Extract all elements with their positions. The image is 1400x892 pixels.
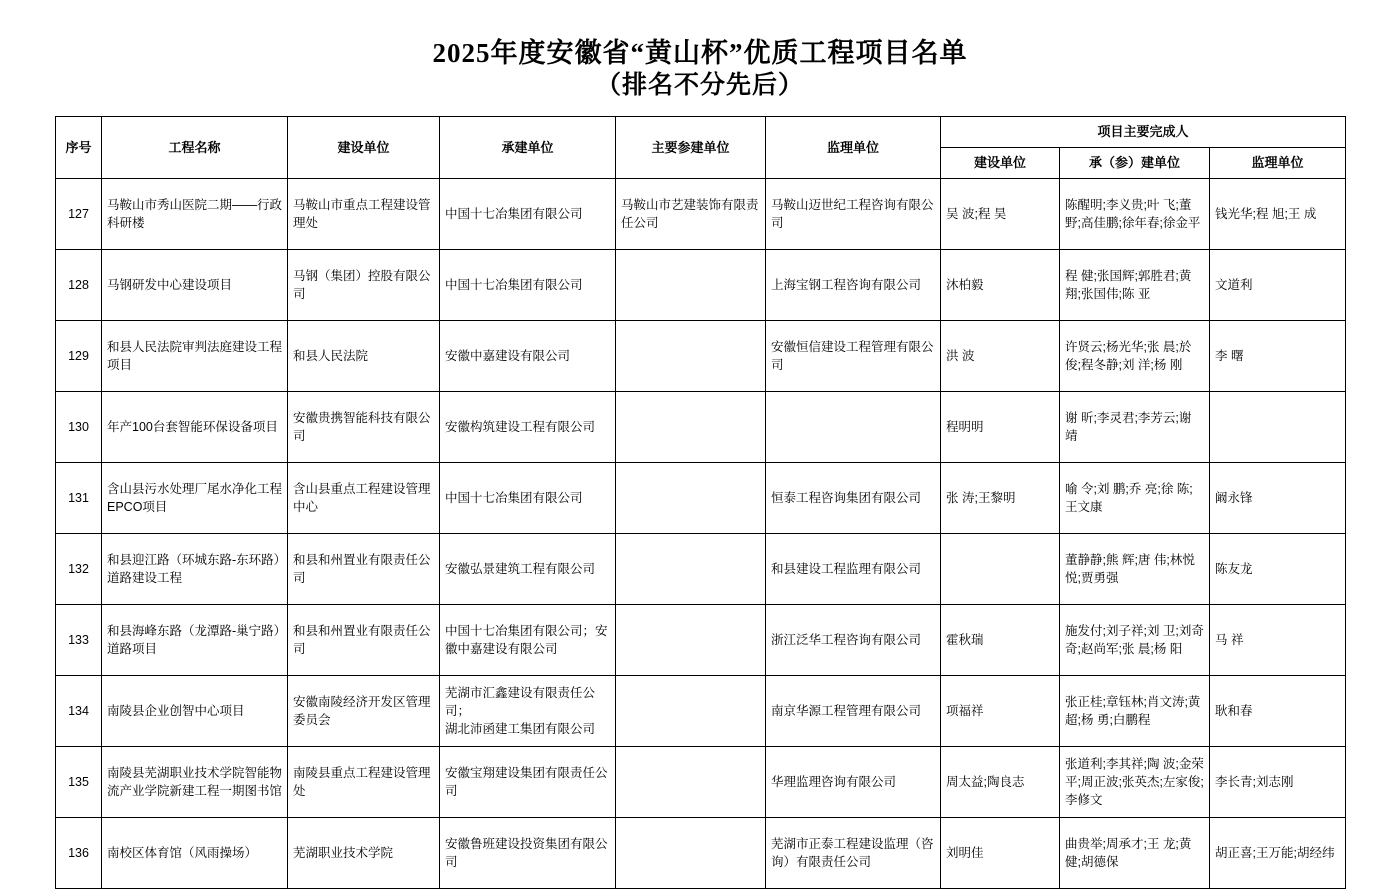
header-contract-unit: 承建单位 xyxy=(440,117,616,179)
cell-contrib-contract: 施发付;刘子祥;刘 卫;刘奇奇;赵尚军;张 晨;杨 阳 xyxy=(1060,605,1210,676)
cell-contract-unit: 安徽构筑建设工程有限公司 xyxy=(440,392,616,463)
cell-contrib-contract: 陈醒明;李义贵;叶 飞;董 野;高佳鹏;徐年春;徐金平 xyxy=(1060,179,1210,250)
cell-contrib-build: 霍秋瑞 xyxy=(941,605,1060,676)
cell-contrib-build: 张 涛;王黎明 xyxy=(941,463,1060,534)
project-list-table-wrapper xyxy=(55,116,1345,889)
cell-supervision-unit: 和县建设工程监理有限公司 xyxy=(766,534,941,605)
table-row xyxy=(56,676,1346,747)
table-row xyxy=(56,747,1346,818)
cell-index: 136 xyxy=(56,818,102,889)
header-project-name: 工程名称 xyxy=(102,117,288,179)
header-main-contributors: 项目主要完成人 xyxy=(941,117,1346,148)
cell-build-unit: 芜湖职业技术学院 xyxy=(288,818,440,889)
cell-index: 127 xyxy=(56,179,102,250)
cell-contract-unit: 安徽弘景建筑工程有限公司 xyxy=(440,534,616,605)
cell-index: 129 xyxy=(56,321,102,392)
table-row xyxy=(56,321,1346,392)
cell-build-unit: 马钢（集团）控股有限公司 xyxy=(288,250,440,321)
cell-supervision-unit: 安徽恒信建设工程管理有限公司 xyxy=(766,321,941,392)
table-header-row-1 xyxy=(56,117,1346,148)
cell-contract-unit: 芜湖市汇鑫建设有限责任公司； 湖北沛函建工集团有限公司 xyxy=(440,676,616,747)
page-subtitle: （排名不分先后） xyxy=(595,72,804,99)
cell-contrib-build xyxy=(941,534,1060,605)
cell-project-name: 年产100台套智能环保设备项目 xyxy=(102,392,288,463)
cell-contrib-super: 陈友龙 xyxy=(1210,534,1346,605)
cell-project-name: 和县人民法院审判法庭建设工程项目 xyxy=(102,321,288,392)
cell-project-name: 马钢研发中心建设项目 xyxy=(102,250,288,321)
page-title: 2025年度安徽省“黄山杯”优质工程项目名单 xyxy=(432,38,968,68)
cell-build-unit: 和县人民法院 xyxy=(288,321,440,392)
cell-build-unit: 马鞍山市重点工程建设管理处 xyxy=(288,179,440,250)
cell-contrib-super: 钱光华;程 旭;王 成 xyxy=(1210,179,1346,250)
cell-contrib-build: 刘明佳 xyxy=(941,818,1060,889)
header-contrib-super: 监理单位 xyxy=(1210,148,1346,179)
cell-contrib-contract: 程 健;张国辉;郭胜君;黄 翔;张国伟;陈 亚 xyxy=(1060,250,1210,321)
table-body xyxy=(56,179,1346,889)
cell-contract-unit: 中国十七冶集团有限公司 xyxy=(440,179,616,250)
cell-contract-unit: 中国十七冶集团有限公司；安徽中嘉建设有限公司 xyxy=(440,605,616,676)
cell-project-name: 南陵县芜湖职业技术学院智能物流产业学院新建工程一期图书馆 xyxy=(102,747,288,818)
table-row xyxy=(56,605,1346,676)
cell-build-unit: 和县和州置业有限责任公司 xyxy=(288,605,440,676)
cell-build-unit: 含山县重点工程建设管理中心 xyxy=(288,463,440,534)
cell-index: 132 xyxy=(56,534,102,605)
header-contrib-build: 建设单位 xyxy=(941,148,1060,179)
cell-project-name: 和县迎江路（环城东路-东环路）道路建设工程 xyxy=(102,534,288,605)
cell-participant-unit xyxy=(616,605,766,676)
cell-supervision-unit: 马鞍山迈世纪工程咨询有限公司 xyxy=(766,179,941,250)
cell-contrib-build: 吴 波;程 昊 xyxy=(941,179,1060,250)
cell-contrib-contract: 喻 令;刘 鹏;乔 亮;徐 陈;王文康 xyxy=(1060,463,1210,534)
cell-contrib-super: 李 曙 xyxy=(1210,321,1346,392)
table-row xyxy=(56,179,1346,250)
table-row xyxy=(56,250,1346,321)
cell-supervision-unit: 南京华源工程管理有限公司 xyxy=(766,676,941,747)
cell-contrib-super: 阚永锋 xyxy=(1210,463,1346,534)
cell-project-name: 和县海峰东路（龙潭路-巢宁路）道路项目 xyxy=(102,605,288,676)
cell-index: 135 xyxy=(56,747,102,818)
project-list-table xyxy=(55,116,1346,889)
table-row xyxy=(56,392,1346,463)
cell-contrib-build: 沐柏毅 xyxy=(941,250,1060,321)
cell-participant-unit xyxy=(616,321,766,392)
header-build-unit: 建设单位 xyxy=(288,117,440,179)
cell-participant-unit xyxy=(616,250,766,321)
cell-index: 133 xyxy=(56,605,102,676)
cell-project-name: 南陵县企业创智中心项目 xyxy=(102,676,288,747)
cell-contract-unit: 安徽鲁班建设投资集团有限公司 xyxy=(440,818,616,889)
table-row xyxy=(56,463,1346,534)
cell-supervision-unit: 芜湖市正泰工程建设监理（咨询）有限责任公司 xyxy=(766,818,941,889)
cell-contrib-build: 程明明 xyxy=(941,392,1060,463)
cell-contract-unit: 安徽中嘉建设有限公司 xyxy=(440,321,616,392)
cell-participant-unit: 马鞍山市艺建装饰有限责任公司 xyxy=(616,179,766,250)
cell-contrib-super: 李长青;刘志刚 xyxy=(1210,747,1346,818)
cell-contrib-super: 胡正喜;王万能;胡经纬 xyxy=(1210,818,1346,889)
cell-contrib-super xyxy=(1210,392,1346,463)
document-title-block xyxy=(0,0,1400,102)
cell-contrib-build: 项福祥 xyxy=(941,676,1060,747)
table-row xyxy=(56,534,1346,605)
cell-supervision-unit xyxy=(766,392,941,463)
cell-project-name: 马鞍山市秀山医院二期——行政科研楼 xyxy=(102,179,288,250)
cell-supervision-unit: 华理监理咨询有限公司 xyxy=(766,747,941,818)
cell-contrib-super: 文道利 xyxy=(1210,250,1346,321)
cell-supervision-unit: 恒泰工程咨询集团有限公司 xyxy=(766,463,941,534)
cell-contrib-build: 周太益;陶良志 xyxy=(941,747,1060,818)
cell-index: 128 xyxy=(56,250,102,321)
cell-contrib-contract: 张正桂;章钰林;肖文涛;黄 超;杨 勇;白鹏程 xyxy=(1060,676,1210,747)
cell-participant-unit xyxy=(616,392,766,463)
table-header xyxy=(56,117,1346,179)
cell-contrib-contract: 曲贵举;周承才;王 龙;黄 健;胡德保 xyxy=(1060,818,1210,889)
cell-build-unit: 安徽南陵经济开发区管理委员会 xyxy=(288,676,440,747)
cell-index: 130 xyxy=(56,392,102,463)
cell-build-unit: 安徽贵携智能科技有限公司 xyxy=(288,392,440,463)
cell-index: 134 xyxy=(56,676,102,747)
cell-contrib-super: 马 祥 xyxy=(1210,605,1346,676)
cell-contract-unit: 中国十七冶集团有限公司 xyxy=(440,250,616,321)
cell-build-unit: 和县和州置业有限责任公司 xyxy=(288,534,440,605)
cell-contrib-contract: 许贤云;杨光华;张 晨;於 俊;程冬静;刘 洋;杨 刚 xyxy=(1060,321,1210,392)
cell-build-unit: 南陵县重点工程建设管理处 xyxy=(288,747,440,818)
cell-contrib-super: 耿和春 xyxy=(1210,676,1346,747)
cell-contract-unit: 安徽宝翔建设集团有限责任公司 xyxy=(440,747,616,818)
cell-index: 131 xyxy=(56,463,102,534)
cell-contrib-build: 洪 波 xyxy=(941,321,1060,392)
cell-contrib-contract: 张道利;李其祥;陶 波;金荣平;周正波;张英杰;左家俊;李修文 xyxy=(1060,747,1210,818)
cell-participant-unit xyxy=(616,818,766,889)
cell-contract-unit: 中国十七冶集团有限公司 xyxy=(440,463,616,534)
cell-project-name: 含山县污水处理厂尾水净化工程EPCO项目 xyxy=(102,463,288,534)
cell-participant-unit xyxy=(616,463,766,534)
header-contrib-contract: 承（参）建单位 xyxy=(1060,148,1210,179)
table-row xyxy=(56,818,1346,889)
cell-project-name: 南校区体育馆（风雨操场） xyxy=(102,818,288,889)
cell-participant-unit xyxy=(616,747,766,818)
cell-contrib-contract: 谢 昕;李灵君;李芳云;谢 靖 xyxy=(1060,392,1210,463)
cell-participant-unit xyxy=(616,534,766,605)
cell-supervision-unit: 浙江泛华工程咨询有限公司 xyxy=(766,605,941,676)
header-participant-unit: 主要参建单位 xyxy=(616,117,766,179)
header-index: 序号 xyxy=(56,117,102,179)
header-supervision-unit: 监理单位 xyxy=(766,117,941,179)
cell-contrib-contract: 董静静;熊 辉;唐 伟;林悦悦;贾勇强 xyxy=(1060,534,1210,605)
cell-participant-unit xyxy=(616,676,766,747)
cell-supervision-unit: 上海宝钢工程咨询有限公司 xyxy=(766,250,941,321)
